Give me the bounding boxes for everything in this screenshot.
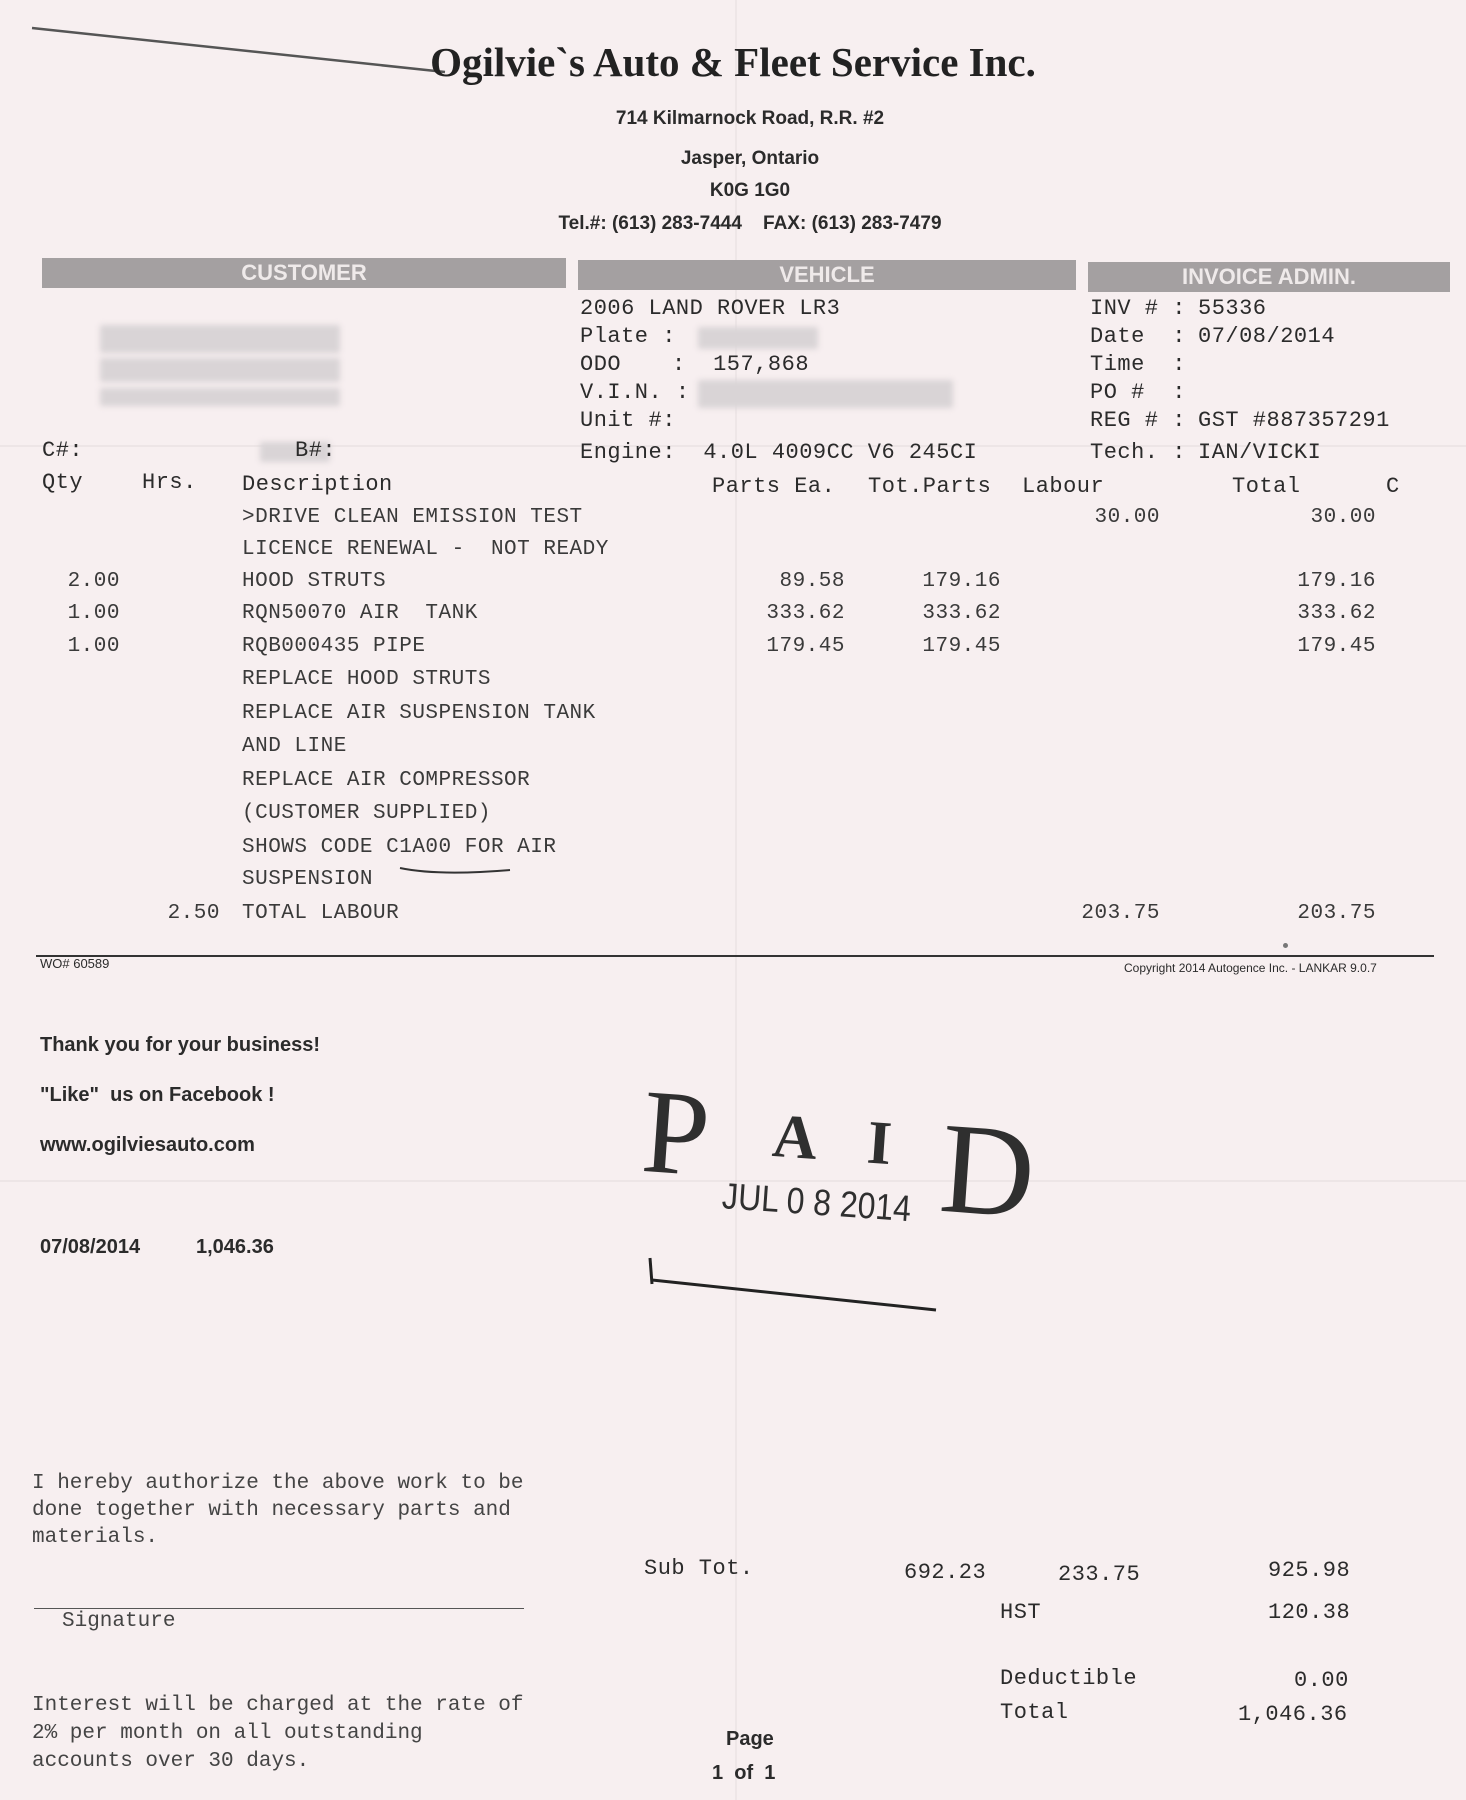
col-labour: Labour xyxy=(1022,474,1105,499)
stamp-letter-d: D xyxy=(935,1095,1040,1247)
invoice-tech-value: IAN/VICKI xyxy=(1198,440,1322,465)
line-description: REPLACE AIR SUSPENSION TANK xyxy=(242,702,596,725)
col-total: Total xyxy=(1232,474,1301,499)
grand-total-value: 1,046.36 xyxy=(1238,1702,1348,1727)
subtotal-label: Sub Tot. xyxy=(644,1556,754,1581)
line-qty: 1.00 xyxy=(67,635,120,658)
line-description: REPLACE AIR COMPRESSOR xyxy=(242,769,531,792)
page-label: Page xyxy=(726,1728,774,1750)
customer-city-redacted xyxy=(100,388,340,406)
vin-redacted xyxy=(698,380,953,408)
customer-section-header: CUSTOMER xyxy=(42,258,566,288)
line-total: 203.75 xyxy=(1297,902,1376,925)
line-total: 179.16 xyxy=(1297,570,1376,593)
customer-number-label: C#: xyxy=(42,438,84,463)
signature-line xyxy=(34,1608,524,1609)
line-labour: 203.75 xyxy=(1081,902,1160,925)
stamp-letter-p: P xyxy=(638,1063,714,1202)
stray-dot xyxy=(1283,943,1288,948)
invoice-tech-label: Tech. : xyxy=(1090,440,1186,465)
vehicle-model: 2006 LAND ROVER LR3 xyxy=(580,296,841,321)
facebook-message: "Like" us on Facebook ! xyxy=(40,1084,275,1106)
line-description: AND LINE xyxy=(242,735,347,758)
line-total-parts: 333.62 xyxy=(922,602,1001,625)
interest-line-3: accounts over 30 days. xyxy=(32,1750,310,1773)
invoice-date-value: 07/08/2014 xyxy=(1198,324,1336,349)
line-parts-each: 179.45 xyxy=(766,635,845,658)
deductible-label: Deductible xyxy=(1000,1666,1138,1691)
col-qty: Qty xyxy=(42,470,84,495)
company-postal: K0G 1G0 xyxy=(709,180,791,201)
line-parts-each: 333.62 xyxy=(766,602,845,625)
line-qty: 1.00 xyxy=(67,602,120,625)
col-description: Description xyxy=(242,472,393,497)
vehicle-section-header: VEHICLE xyxy=(578,260,1076,290)
page-count: 1 of 1 xyxy=(712,1762,776,1784)
authorization-line-2: done together with necessary parts and xyxy=(32,1499,511,1522)
line-labour: 30.00 xyxy=(1094,506,1160,529)
vin-label: V.I.N. : xyxy=(580,380,690,405)
company-address: 714 Kilmarnock Road, R.R. #2 xyxy=(615,108,885,129)
interest-line-1: Interest will be charged at the rate of xyxy=(32,1694,524,1717)
billing-number-label: B#: xyxy=(295,438,337,463)
subtotal-labour: 233.75 xyxy=(1058,1562,1141,1587)
line-description: REPLACE HOOD STRUTS xyxy=(242,668,491,691)
line-description: HOOD STRUTS xyxy=(242,570,387,593)
invoice-time-label: Time : xyxy=(1090,352,1186,377)
payment-date: 07/08/2014 xyxy=(40,1236,141,1258)
stamp-letter-a: A xyxy=(770,1101,820,1173)
line-description: RQB000435 PIPE xyxy=(242,635,426,658)
invoice-number-label: INV # : xyxy=(1090,296,1186,321)
col-total-parts: Tot.Parts xyxy=(868,474,992,499)
line-total-parts: 179.16 xyxy=(922,570,1001,593)
col-hrs: Hrs. xyxy=(142,470,197,495)
line-parts-each: 89.58 xyxy=(779,570,845,593)
col-parts-each: Parts Ea. xyxy=(712,474,836,499)
invoice-reg-label: REG # : xyxy=(1090,408,1186,433)
hst-value: 120.38 xyxy=(1268,1600,1351,1625)
payment-amount: 1,046.36 xyxy=(196,1236,274,1258)
company-city: Jasper, Ontario xyxy=(680,148,820,169)
unit-label: Unit #: xyxy=(580,408,676,433)
software-copyright: Copyright 2014 Autogence Inc. - LANKAR 9.0.7 xyxy=(1124,961,1377,975)
line-qty: 2.00 xyxy=(67,570,120,593)
customer-name-redacted xyxy=(100,325,340,353)
handwritten-underline xyxy=(398,864,514,878)
invoice-number-value: 55336 xyxy=(1198,296,1267,321)
line-description: SHOWS CODE C1A00 FOR AIR xyxy=(242,836,557,859)
line-description: (CUSTOMER SUPPLIED) xyxy=(242,802,491,825)
line-total: 30.00 xyxy=(1310,506,1376,529)
interest-line-2: 2% per month on all outstanding xyxy=(32,1722,423,1745)
line-description: LICENCE RENEWAL - NOT READY xyxy=(242,538,609,561)
work-order-number: WO# 60589 xyxy=(40,956,110,971)
line-total: 333.62 xyxy=(1297,602,1376,625)
engine-spec: Engine: 4.0L 4009CC V6 245CI xyxy=(580,440,978,465)
line-total-parts: 179.45 xyxy=(922,635,1001,658)
line-description: TOTAL LABOUR xyxy=(242,902,400,925)
authorization-line-1: I hereby authorize the above work to be xyxy=(32,1472,524,1495)
grand-total-label: Total xyxy=(1000,1700,1069,1725)
invoice-date-label: Date : xyxy=(1090,324,1186,349)
odometer-label: ODO xyxy=(580,352,622,377)
company-name: Ogilvie`s Auto & Fleet Service Inc. xyxy=(430,39,1036,85)
stamp-letter-i: I xyxy=(864,1108,894,1179)
line-description: SUSPENSION xyxy=(242,868,374,891)
line-description: >DRIVE CLEAN EMISSION TEST xyxy=(242,506,583,529)
invoice-reg-value: GST #887357291 xyxy=(1198,408,1390,433)
table-bottom-rule xyxy=(36,955,1434,957)
plate-label: Plate : xyxy=(580,324,676,349)
website-link[interactable]: www.ogilviesauto.com xyxy=(40,1134,255,1156)
line-hours: 2.50 xyxy=(167,902,220,925)
col-c: C xyxy=(1386,474,1400,499)
company-phone-fax: Tel.#: (613) 283-7444 FAX: (613) 283-7479 xyxy=(558,213,942,234)
deductible-value: 0.00 xyxy=(1294,1668,1349,1693)
signature-label: Signature xyxy=(62,1610,176,1633)
stamp-date: JUL 0 8 2014 xyxy=(720,1174,913,1230)
subtotal-total: 925.98 xyxy=(1268,1558,1351,1583)
thank-you-message: Thank you for your business! xyxy=(40,1034,321,1056)
subtotal-parts: 692.23 xyxy=(904,1560,987,1585)
customer-address-redacted xyxy=(100,358,340,382)
odometer-value: : 157,868 xyxy=(672,352,810,377)
line-total: 179.45 xyxy=(1297,635,1376,658)
invoice-po-label: PO # : xyxy=(1090,380,1186,405)
stamp-pen-line xyxy=(640,1250,940,1320)
line-description: RQN50070 AIR TANK xyxy=(242,602,478,625)
invoice-admin-section-header: INVOICE ADMIN. xyxy=(1088,262,1450,292)
plate-redacted xyxy=(698,327,818,349)
hst-label: HST xyxy=(1000,1600,1042,1625)
authorization-line-3: materials. xyxy=(32,1526,159,1549)
